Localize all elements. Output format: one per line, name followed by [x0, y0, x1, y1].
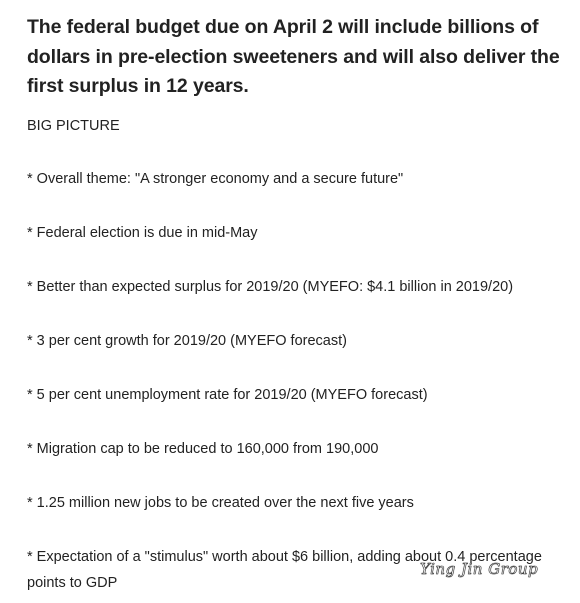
bullet-federal-election: * Federal election is due in mid-May — [27, 225, 258, 241]
section-label: BIG PICTURE — [27, 118, 120, 134]
bullet-surplus: * Better than expected surplus for 2019/20 (MYEFO: $4.1 billion in 2019/20) — [27, 279, 514, 295]
bullet-overall-theme: * Overall theme: "A stronger economy and a secure future" — [27, 171, 404, 187]
bullet-growth: * 3 per cent growth for 2019/20 (MYEFO forecast) — [27, 333, 347, 349]
bullet-new-jobs: * 1.25 million new jobs to be created over the next five years — [27, 495, 414, 511]
watermark-logo: Ying Jin Group — [420, 560, 539, 578]
bullet-stimulus: * Expectation of a "stimulus" worth about $6 billion, adding about 0.4 percentage points to GDP — [27, 549, 542, 591]
bullet-migration-cap: * Migration cap to be reduced to 160,000 from 190,000 — [27, 441, 379, 457]
headline: The federal budget due on April 2 will include billions of dollars in pre-election sweeteners and will also deliver the first surplus in 12 years. — [27, 16, 560, 97]
bullet-unemployment: * 5 per cent unemployment rate for 2019/20 (MYEFO forecast) — [27, 387, 428, 403]
